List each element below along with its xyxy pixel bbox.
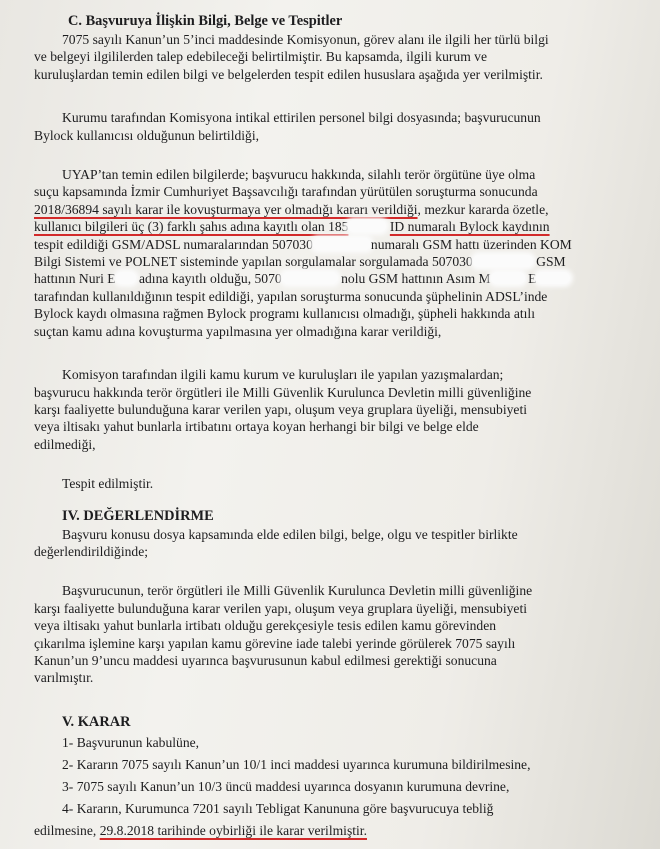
karar-last-a: edilmesine, — [34, 822, 100, 838]
uyap-line-7-a: hattının Nuri E — [34, 271, 116, 287]
section-iv-heading: IV. DEĞERLENDİRME — [62, 507, 214, 524]
deger2-line-4: çıkarılma işlemine karşı yapılan kamu görevine iade talebi yerinde görülerek 7075 sayılı — [34, 635, 516, 651]
intro-line-1: 7075 sayılı Kanun’un 5’inci maddesinde Komisyonun, görev alanı ile ilgili her türlü bilgi — [62, 32, 549, 47]
redaction-mark — [282, 272, 338, 284]
uyap-line-5 — [34, 236, 634, 253]
karar-item-4-cont — [34, 820, 634, 842]
redaction-mark — [491, 272, 525, 284]
uyap-line-1: UYAP’tan temin edilen bilgilerde; başvurucu hakkında, silahlı terör örgütüne üye olma — [62, 167, 536, 183]
uyap-line-3-rest: , mezkur kararda özetle, — [417, 201, 549, 217]
uyap-line-5-a: tespit edildiği GSM/ADSL numaralarından 507030 — [34, 236, 313, 252]
karar-date-highlight: 29.8.2018 tarihinde oybirliği ile karar verilmiştir. — [99, 822, 367, 838]
redaction-mark — [536, 272, 570, 284]
komisyon-line-4: veya iltisakı yahut bunlarla irtibatını ortaya koyan herhangi bir bilgi ve belge elde — [34, 419, 479, 435]
uyap-line-6-b: GSM — [536, 254, 566, 270]
karar-item-1: 1- Başvurunun kabulüne, — [62, 734, 200, 750]
uyap-line-6 — [34, 253, 634, 270]
deger2-line-6: varılmıştır. — [34, 670, 94, 686]
uyap-line-9: Bylock kaydı olmasına rağmen Bylock programı kullanıcısı olmadığı, şüpheli hakkında atılı — [34, 306, 535, 322]
tespit-line: Tespit edilmiştir. — [62, 476, 154, 492]
uyap-line-5-b: numaralı GSM hattı üzerinden KOM — [370, 236, 572, 252]
karar-item-2: 2- Kararın 7075 sayılı Kanun’un 10/1 inci maddesi uyarınca kurumuna bildirilmesine, — [62, 756, 531, 772]
karar-number-highlight: 2018/36894 sayılı karar ile kovuşturmaya yer olmadığı kararı verildiği — [34, 201, 418, 217]
uyap-line-7-c: nolu GSM hattının Asım M — [341, 271, 491, 287]
section-v-heading: V. KARAR — [62, 713, 131, 730]
bylock-highlight-b: ID numaralı Bylock kaydının — [389, 219, 550, 235]
uyap-line-7 — [34, 270, 634, 287]
uyap-line-10: suçtan kamu adına kovuşturma yapılmasına yer olmadığına karar verildiği, — [34, 323, 442, 339]
redaction-mark — [473, 255, 533, 267]
uyap-line-7-b: adına kayıtlı olduğu, 5070 — [138, 271, 282, 287]
uyap-line-2: suçu kapsamında İzmir Cumhuriyet Başsavcılığı tarafından yürütülen soruşturma sonucunda — [34, 184, 538, 200]
komisyon-line-2: başvurucu hakkında terör örgütleri ile Milli Güvenlik Kurulunca Devletin milli güvenliğine — [34, 384, 532, 400]
uyap-line-6-a: Bilgi Sistemi ve POLNET sisteminde yapılan sorgulamalar sorgulamada 507030 — [34, 254, 473, 270]
uyap-line-4 — [34, 218, 634, 235]
uyap-paragraph — [34, 166, 634, 340]
deger-line-1: Başvuru konusu dosya kapsamında elde edilen bilgi, belge, olgu ve tespitler birlikte — [62, 526, 518, 542]
komisyon-paragraph — [34, 366, 634, 453]
komisyon-line-5: edilmediği, — [34, 436, 96, 452]
kurum-line-2: Bylock kullanıcısı olduğunun belirtildiği, — [34, 127, 260, 143]
deger2-line-5: Kanun’un 9’uncu maddesi uyarınca başvurusunun kabul edilmesi gerektiği sonucuna — [34, 652, 497, 668]
section-c-heading: C. Başvuruya İlişkin Bilgi, Belge ve Tespitler — [68, 13, 343, 29]
karar-item-4: 4- Kararın, Kurumunca 7201 sayılı Tebligat Kanununa göre başvurucuya tebliğ — [62, 800, 494, 816]
intro-line-3: kuruluşlardan temin edilen bilgi ve belgelerden tespit edilen hususlara aşağıda yer verilmiştir. — [34, 66, 543, 82]
deger2-line-3: veya iltisakı yahut bunlarla irtibatı olduğu gerekçesiyle tesis edilen kamu görevinden — [34, 618, 497, 634]
intro-line-2: ve belgeyi ilgililerden talep edebileceği belirtilmiştir. Bu kapsamda, ilgili kurum ve — [34, 49, 488, 65]
deger-paragraph-2 — [34, 582, 634, 686]
bylock-highlight-a: kullanıcı bilgileri üç (3) farklı şahıs adına kayıtlı olan 185 — [34, 219, 349, 235]
redaction-mark — [116, 272, 136, 284]
redaction-mark — [348, 220, 386, 232]
deger-line-2: değerlendirildiğinde; — [34, 543, 149, 559]
kurum-line-1: Kurumu tarafından Komisyona intikal ettirilen personel bilgi dosyasında; başvurucunun — [62, 110, 541, 126]
komisyon-line-1: Komisyon tarafından ilgili kamu kurum ve kuruluşları ile yapılan yazışmalardan; — [62, 367, 504, 383]
uyap-line-7-d: E — [528, 271, 537, 287]
karar-list — [34, 732, 634, 842]
deger2-line-1: Başvurucunun, terör örgütleri ile Milli Güvenlik Kurulunca Devletin milli güvenliğine — [62, 583, 533, 599]
redaction-mark — [313, 238, 371, 250]
karar-item-3: 3- 7075 sayılı Kanun’un 10/3 üncü maddesi uyarınca dosyanın kurumuna devrine, — [62, 778, 510, 794]
uyap-line-3 — [34, 201, 634, 218]
komisyon-line-3: karşı faaliyette bulunduğuna karar verilen yapı, oluşum veya gruplara üyeliği, mensubiyeti — [34, 401, 527, 417]
deger2-line-2: karşı faaliyette bulunduğuna karar verilen yapı, oluşum veya gruplara üyeliği, mensubiyeti — [34, 600, 527, 616]
uyap-line-8: tarafından kullanıldığının tespit edildiği, yapılan soruşturma sonucunda şüphelinin ADSL’inde — [34, 288, 548, 304]
